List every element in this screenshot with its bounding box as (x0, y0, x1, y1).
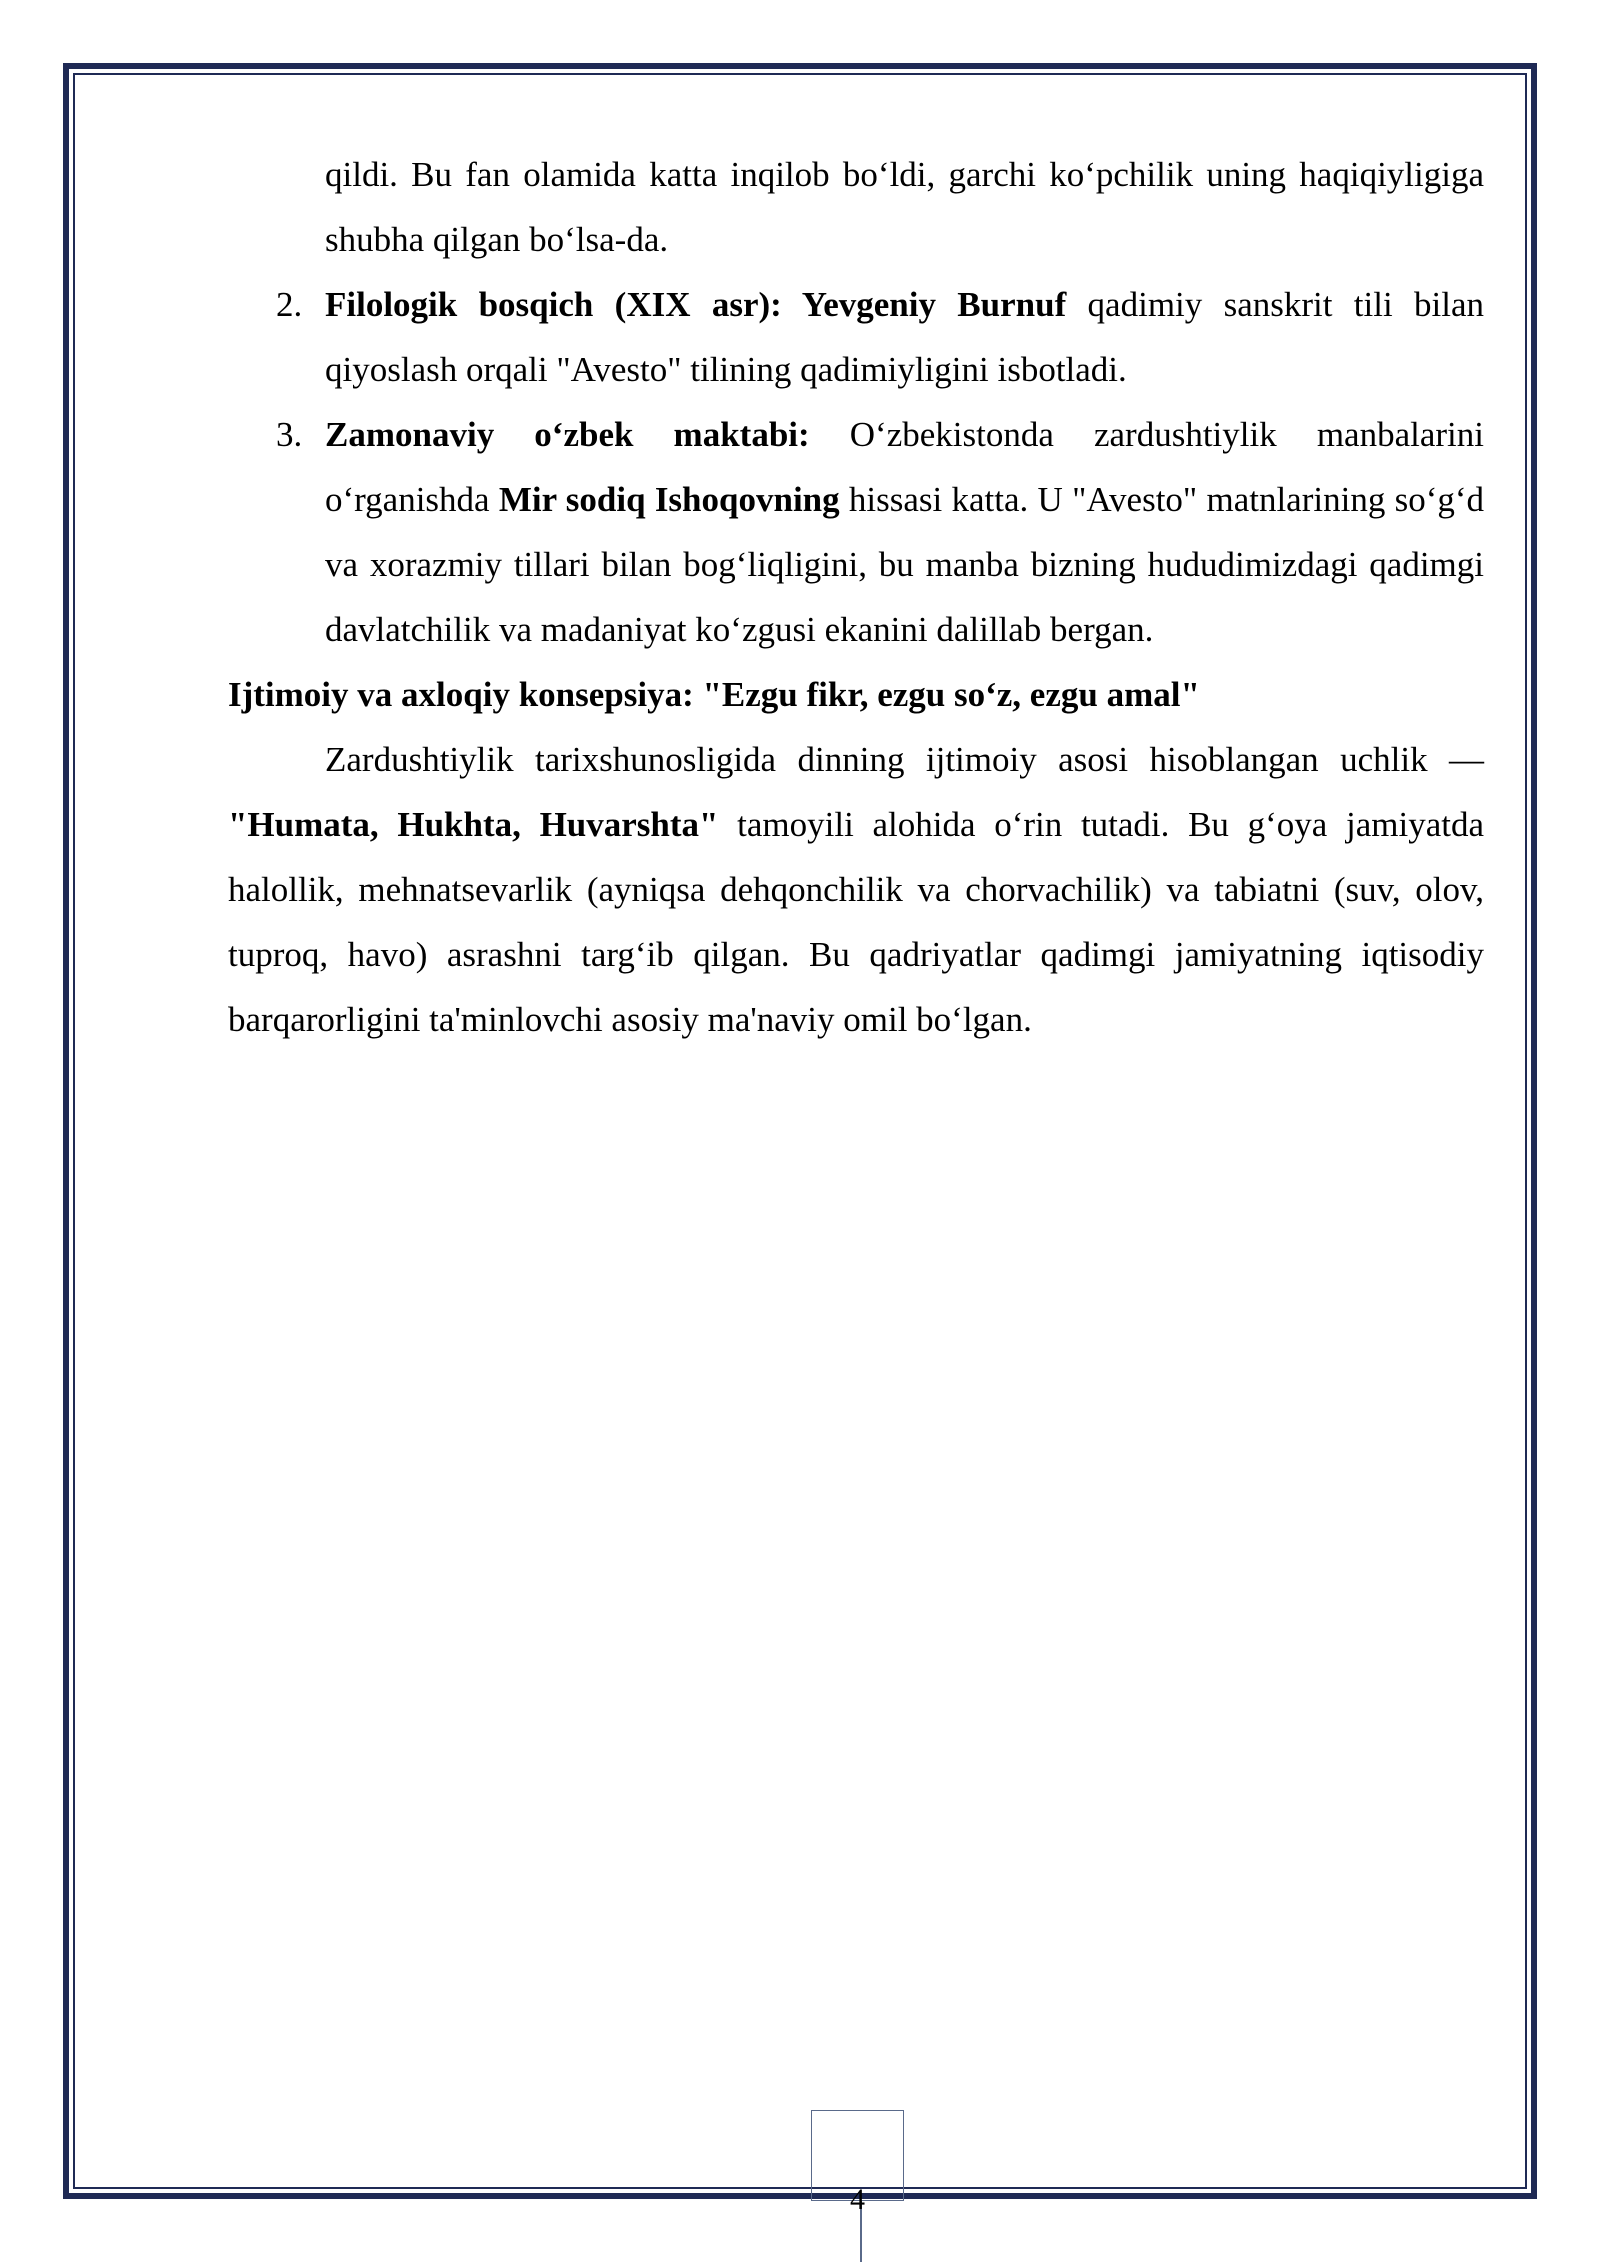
paragraph-text-end: tamoyili alohida o‘rin tutadi. Bu g‘oya jamiyatda halollik, mehnatsevarlik (ayniqsa dehqonchilik va chorvachilik) va tabiatni (suv, olov, tuproq, havo) asrashni targ‘ib qilgan. Bu qadriyatlar qadimgi jamiyatning iqtisodiy barqarorligini ta'minlovchi asosiy ma'naviy omil bo‘lgan. (228, 805, 1484, 1039)
list-item-text-end: hissasi katta. U "Avesto" matnlarining so‘g‘d va xorazmiy tillari bilan bog‘liqligini, bu manba bizning hududimizdagi qadimgi davlatchilik va madaniyat ko‘zgusi ekanini dalillab bergan. (325, 480, 1485, 649)
paragraph-text-start: Zardushtiylik tarixshunosligida dinning ijtimoiy asosi hisoblangan uchlik — (325, 740, 1484, 779)
list-item-text: qadimiy sanskrit tili bilan qiyoslash orqali "Avesto" tilining qadimiyligini isbotladi. (325, 285, 1484, 389)
list-item-3 (228, 402, 1484, 662)
list-item-2 (228, 272, 1484, 402)
list-item-bold-name: Mir sodiq Ishoqovning (498, 480, 840, 519)
paragraph-bold-phrase: "Humata, Hukhta, Huvarshta" (228, 805, 719, 844)
list-number: 2. (276, 285, 303, 324)
list-item-text: O‘zbekistonda zardushtiylik manbalarini o‘rganishda (325, 415, 1484, 519)
document-body (228, 142, 1484, 1052)
list-item-bold: Filologik bosqich (XIX asr): Yevgeniy Burnuf (325, 285, 1067, 324)
list-number: 3. (276, 415, 303, 454)
section-paragraph (228, 727, 1484, 1052)
list-item-bold: Zamonaviy o‘zbek maktabi: (325, 415, 810, 454)
section-heading: Ijtimoiy va axloqiy konsepsiya: "Ezgu fikr, ezgu so‘z, ezgu amal" (228, 675, 1200, 714)
intro-paragraph: qildi. Bu fan olamida katta inqilob bo‘ldi, garchi ko‘pchilik uning haqiqiyligiga shubha qilgan bo‘lsa-da. (325, 155, 1484, 259)
page-number: 4 (850, 2183, 865, 2216)
